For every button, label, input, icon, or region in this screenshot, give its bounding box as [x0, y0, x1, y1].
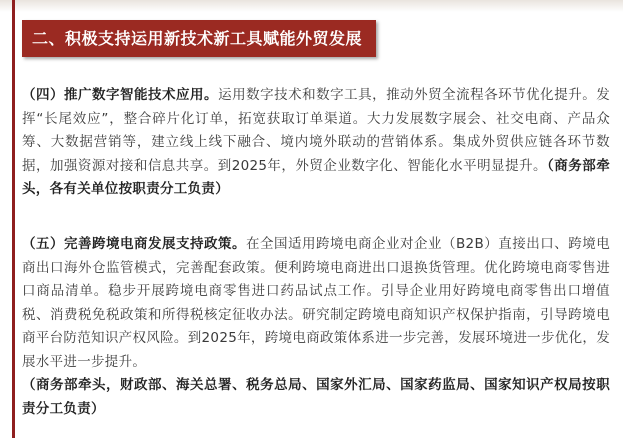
paragraph-lead: （五）完善跨境电商发展支持政策。 — [22, 236, 246, 252]
paragraph-lead: （四）推广数字智能技术应用。 — [22, 87, 219, 103]
paragraph-cross-border-ecommerce — [22, 233, 610, 421]
paragraph-responsibility: （商务部牵头，各有关单位按职责分工负责） — [22, 157, 610, 197]
left-accent-rule — [12, 0, 15, 438]
paragraph-digital-tech — [22, 84, 610, 202]
top-fade-band — [0, 0, 623, 12]
paragraph-body: 在全国适用跨境电商企业对企业（B2B）直接出口、跨境电商出口海外仓监管模式，完善配套政策。便利跨境电商进出口退换货管理。优化跨境电商零售进口商品清单。稳步开展跨境电商零售进口药品试点工作。引导企业用好跨境电商零售出口增值税、消费税免税政策和所得税核定征收办法。研究制定跨境电商知识产权保护指南，引导跨境电商平台防范知识产权风险。到2025年，跨境电商政策体系进一步完善，发展环境进一步优化，发展水平进一步提升。 — [22, 236, 610, 370]
paragraph-body: 运用数字技术和数字工具，推动外贸全流程各环节优化提升。发挥“长尾效应”，整合碎片化订单，拓宽获取订单渠道。大力发展数字展会、社交电商、产品众筹、大数据营销等，建立线上线下融合、境内境外联动的营销体系。集成外贸供应链各环节数据，加强资源对接和信息共享。到2025年，外贸企业数字化、智能化水平明显提升。 — [22, 87, 611, 174]
paragraph-responsibility: （商务部牵头，财政部、海关总署、税务总局、国家外汇局、国家药监局、国家知识产权局按职责分工负责） — [22, 377, 610, 417]
section-heading: 二、积极支持运用新技术新工具赋能外贸发展 — [22, 20, 376, 57]
